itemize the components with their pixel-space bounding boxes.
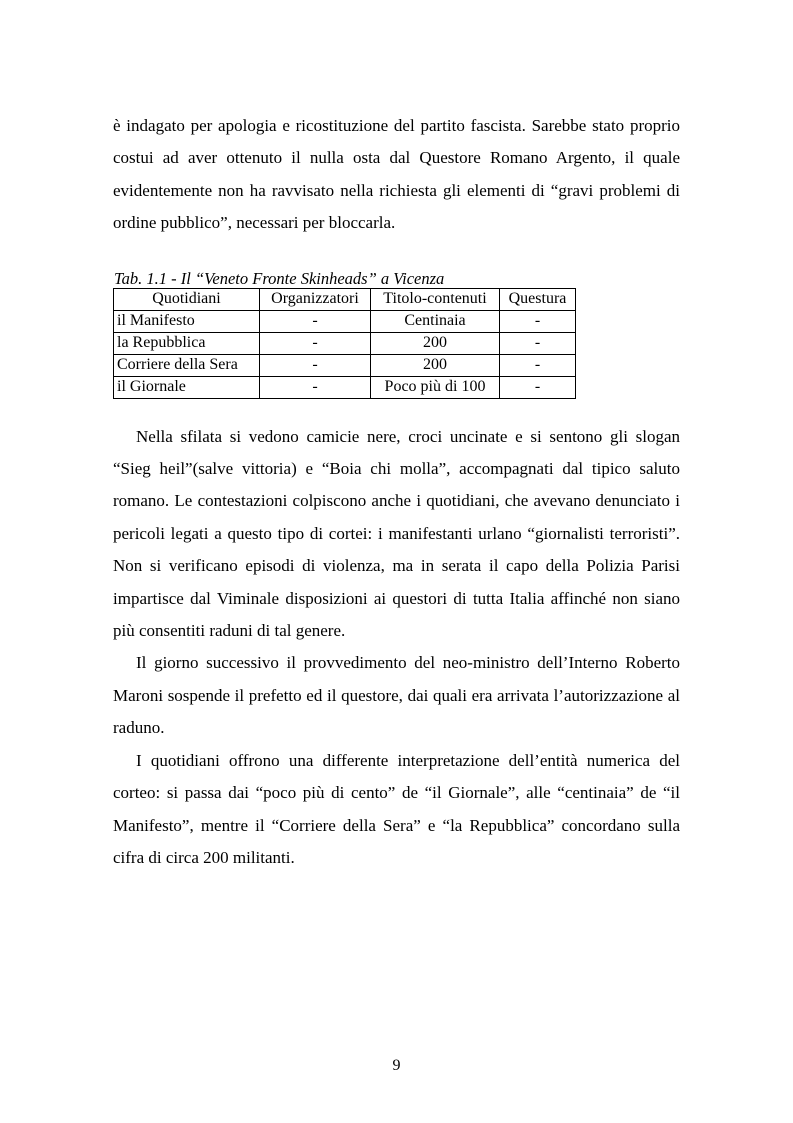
newspaper-table [113,288,576,399]
cell-organizzatori: - [260,354,371,376]
cell-questura: - [500,332,576,354]
cell-newspaper: il Giornale [114,376,260,398]
header-quotidiani: Quotidiani [114,288,260,310]
cell-newspaper: la Repubblica [114,332,260,354]
table-row [114,332,576,354]
table-row [114,310,576,332]
page-body [113,110,680,874]
cell-titolo-contenuti: Poco più di 100 [371,376,500,398]
header-organizzatori: Organizzatori [260,288,371,310]
cell-newspaper: Corriere della Sera [114,354,260,376]
paragraph-interpretazione: I quotidiani offrono una differente interpretazione dell’entità numerica del corteo: si passa dai “poco più di cento” de “il Giornale”, alle “centinaia” de “il Manifesto”, mentre il “Corriere della Sera” e “la Repubblica” concordano sulla cifra di circa 200 militanti. [113,750,680,867]
page-number: 9 [392,1057,401,1074]
header-questura: Questura [500,288,576,310]
paragraph-sfilata: Nella sfilata si vedono camicie nere, croci uncinate e si sentono gli slogan “Sieg heil”(salve vittoria) e “Boia chi molla”, accompagnati dal tipico saluto romano. Le contestazioni colpiscono anche i quotidiani, che avevano denunciato i pericoli legati a questo tipo di cortei: i manifestanti urlano “giornalisti terroristi”. Non si verificano episodi di violenza, ma in serata il capo della Polizia Parisi impartisce dal Viminale disposizioni ai questori di tutta Italia affinché non siano più consentiti raduni di tal genere. [113,426,680,641]
cell-titolo-contenuti: 200 [371,332,500,354]
table-caption: Tab. 1.1 - Il “Veneto Fronte Skinheads” a Vicenza [114,268,445,288]
paragraph-intro: è indagato per apologia e ricostituzione del partito fascista. Sarebbe stato proprio costui ad aver ottenuto il nulla osta dal Questore Romano Argento, il quale evidentemente non ha ravvisato nella richiesta gli elementi di “gravi problemi di ordine pubblico”, necessari per bloccarla. [113,116,680,233]
cell-organizzatori: - [260,310,371,332]
cell-organizzatori: - [260,376,371,398]
cell-newspaper: il Manifesto [114,310,260,332]
header-titolo-contenuti: Titolo-contenuti [371,288,500,310]
paragraph-provvedimento: Il giorno successivo il provvedimento del neo-ministro dell’Interno Roberto Maroni sospende il prefetto ed il questore, dai quali era arrivata l’autorizzazione al raduno. [113,653,680,738]
cell-questura: - [500,354,576,376]
cell-questura: - [500,310,576,332]
table-row [114,354,576,376]
cell-organizzatori: - [260,332,371,354]
table-row [114,376,576,398]
cell-titolo-contenuti: 200 [371,354,500,376]
cell-questura: - [500,376,576,398]
cell-titolo-contenuti: Centinaia [371,310,500,332]
table-header-row [114,288,576,310]
